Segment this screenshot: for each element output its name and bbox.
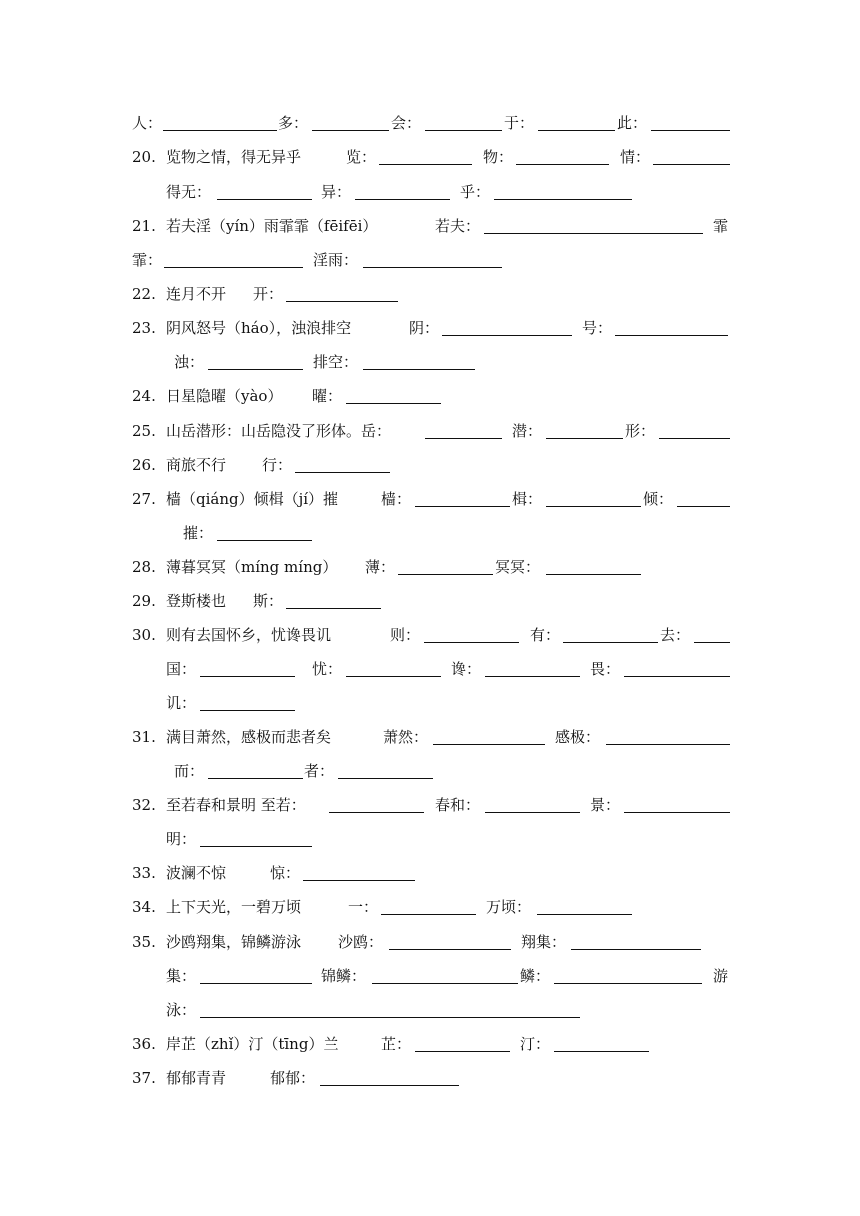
worksheet-line (0, 454, 860, 476)
line-text: 阴： (409, 319, 440, 337)
line-text: 倾： (643, 490, 674, 508)
answer-blank[interactable] (554, 1033, 649, 1052)
line-text: 28. (132, 558, 156, 576)
answer-blank[interactable] (415, 488, 510, 507)
answer-blank[interactable] (286, 590, 381, 609)
answer-blank[interactable] (363, 351, 475, 370)
answer-blank[interactable] (624, 794, 730, 813)
answer-blank[interactable] (694, 624, 730, 643)
line-text: 薄： (365, 558, 396, 576)
answer-blank[interactable] (200, 692, 295, 711)
worksheet-line (0, 624, 860, 646)
line-text: 锦鳞： (321, 967, 367, 985)
worksheet-line (0, 896, 860, 918)
worksheet-line (0, 488, 860, 510)
answer-blank[interactable] (624, 658, 730, 677)
line-text: 则： (390, 626, 421, 644)
line-text: 樯： (381, 490, 412, 508)
worksheet-line (0, 249, 860, 271)
answer-blank[interactable] (379, 146, 472, 165)
line-text: 楫： (512, 490, 543, 508)
line-text: 27. (132, 490, 156, 508)
line-text: 斯： (253, 592, 284, 610)
worksheet-line (0, 146, 860, 168)
worksheet-line (0, 317, 860, 339)
answer-blank[interactable] (372, 965, 518, 984)
worksheet-line (0, 112, 860, 134)
line-text: 多： (278, 114, 309, 132)
answer-blank[interactable] (200, 999, 580, 1018)
answer-blank[interactable] (208, 351, 303, 370)
answer-blank[interactable] (563, 624, 658, 643)
worksheet-line (0, 1067, 860, 1089)
line-text: 鳞： (520, 967, 551, 985)
line-text: 曜： (312, 387, 343, 405)
line-text: 满目萧然，感极而悲者矣 (166, 728, 332, 746)
answer-blank[interactable] (494, 181, 632, 200)
line-text: 汀： (520, 1035, 551, 1053)
answer-blank[interactable] (442, 317, 572, 336)
answer-blank[interactable] (546, 556, 641, 575)
line-text: 37. (132, 1069, 156, 1087)
line-text: 沙鸥翔集，锦鳞游泳 (166, 933, 302, 951)
line-text: 浊： (174, 353, 205, 371)
line-text: 会： (391, 114, 422, 132)
line-text: 连月不开 (166, 285, 227, 303)
line-text: 霏 (713, 217, 729, 235)
line-text: 樯（qiáng）倾楫（jí）摧 (166, 490, 339, 508)
answer-blank[interactable] (355, 181, 450, 200)
line-text: 览物之情，得无异乎 (166, 148, 302, 166)
line-text: 忧： (312, 660, 343, 678)
answer-blank[interactable] (208, 760, 303, 779)
line-text: 24. (132, 387, 156, 405)
line-text: 薄暮冥冥（míng míng） (166, 558, 338, 576)
answer-blank[interactable] (651, 112, 730, 131)
line-text: 山岳潜形：山岳隐没了形体。岳： (166, 422, 392, 440)
line-text: 而： (174, 762, 205, 780)
answer-blank[interactable] (217, 522, 312, 541)
line-text: 霏： (132, 251, 163, 269)
line-text: 登斯楼也 (166, 592, 227, 610)
answer-blank[interactable] (537, 896, 632, 915)
line-text: 21. (132, 217, 156, 235)
line-text: 者： (304, 762, 335, 780)
answer-blank[interactable] (312, 112, 389, 131)
worksheet-line (0, 215, 860, 237)
line-text: 芷： (381, 1035, 412, 1053)
line-text: 25. (132, 422, 156, 440)
answer-blank[interactable] (485, 794, 580, 813)
line-text: 形： (625, 422, 656, 440)
line-text: 感极： (555, 728, 601, 746)
line-text: 若夫淫（yín）雨霏霏（fēifēi） (166, 217, 378, 235)
answer-blank[interactable] (554, 965, 702, 984)
answer-blank[interactable] (653, 146, 730, 165)
line-text: 郁郁青青 (166, 1069, 227, 1087)
line-text: 上下天光，一碧万顷 (166, 898, 302, 916)
line-text: 20. (132, 148, 156, 166)
worksheet-line (0, 385, 860, 407)
line-text: 谗： (451, 660, 482, 678)
line-text: 情： (620, 148, 651, 166)
answer-blank[interactable] (546, 420, 623, 439)
line-text: 33. (132, 864, 156, 882)
line-text: 31. (132, 728, 156, 746)
line-text: 30. (132, 626, 156, 644)
line-text: 人： (132, 114, 163, 132)
line-text: 萧然： (383, 728, 429, 746)
line-text: 览： (346, 148, 377, 166)
line-text: 排空： (313, 353, 359, 371)
answer-blank[interactable] (546, 488, 641, 507)
worksheet-line (0, 692, 860, 714)
line-text: 景： (590, 796, 621, 814)
answer-blank[interactable] (398, 556, 493, 575)
answer-blank[interactable] (363, 249, 502, 268)
answer-blank[interactable] (484, 215, 703, 234)
worksheet-line (0, 181, 860, 203)
line-text: 行： (262, 456, 293, 474)
worksheet-line (0, 794, 860, 816)
answer-blank[interactable] (200, 658, 295, 677)
answer-blank[interactable] (329, 794, 424, 813)
worksheet-line (0, 420, 860, 442)
answer-blank[interactable] (295, 454, 390, 473)
line-text: 若夫： (435, 217, 481, 235)
answer-blank[interactable] (303, 862, 415, 881)
line-text: 于： (504, 114, 535, 132)
line-text: 23. (132, 319, 156, 337)
answer-blank[interactable] (381, 896, 476, 915)
line-text: 则有去国怀乡，忧谗畏讥 (166, 626, 332, 644)
line-text: 郁郁： (270, 1069, 316, 1087)
line-text: 异： (321, 183, 352, 201)
worksheet-line (0, 828, 860, 850)
worksheet-line (0, 590, 860, 612)
answer-blank[interactable] (433, 726, 545, 745)
line-text: 有： (530, 626, 561, 644)
answer-blank[interactable] (615, 317, 728, 336)
line-text: 得无： (166, 183, 212, 201)
line-text: 日星隐曜（yào） (166, 387, 283, 405)
worksheet-line (0, 351, 860, 373)
answer-blank[interactable] (164, 249, 303, 268)
line-text: 游 (713, 967, 729, 985)
worksheet-line (0, 658, 860, 680)
answer-blank[interactable] (516, 146, 609, 165)
line-text: 此： (617, 114, 648, 132)
line-text: 去： (660, 626, 691, 644)
line-text: 物： (483, 148, 514, 166)
answer-blank[interactable] (424, 624, 519, 643)
answer-blank[interactable] (538, 112, 615, 131)
answer-blank[interactable] (425, 112, 502, 131)
worksheet-line (0, 522, 860, 544)
line-text: 沙鸥： (338, 933, 384, 951)
line-text: 泳： (166, 1001, 197, 1019)
answer-blank[interactable] (200, 828, 312, 847)
line-text: 26. (132, 456, 156, 474)
line-text: 摧： (183, 524, 214, 542)
line-text: 32. (132, 796, 156, 814)
line-text: 冥冥： (495, 558, 541, 576)
line-text: 36. (132, 1035, 156, 1053)
line-text: 岸芷（zhǐ）汀（tīng）兰 (166, 1035, 339, 1053)
worksheet-line (0, 726, 860, 748)
line-text: 号： (582, 319, 613, 337)
line-text: 集： (166, 967, 197, 985)
answer-blank[interactable] (320, 1067, 459, 1086)
line-text: 乎： (460, 183, 491, 201)
answer-blank[interactable] (389, 931, 511, 950)
answer-blank[interactable] (415, 1033, 510, 1052)
answer-blank[interactable] (338, 760, 433, 779)
line-text: 阴风怒号（háo），浊浪排空 (166, 319, 352, 337)
line-text: 22. (132, 285, 156, 303)
line-text: 商旅不行 (166, 456, 227, 474)
line-text: 春和： (435, 796, 481, 814)
answer-blank[interactable] (200, 965, 312, 984)
line-text: 34. (132, 898, 156, 916)
line-text: 淫雨： (313, 251, 359, 269)
line-text: 开： (253, 285, 284, 303)
line-text: 潜： (512, 422, 543, 440)
worksheet-line (0, 999, 860, 1021)
worksheet-line (0, 1033, 860, 1055)
line-text: 讥： (166, 694, 197, 712)
answer-blank[interactable] (425, 420, 502, 439)
answer-blank[interactable] (346, 658, 441, 677)
line-text: 惊： (270, 864, 301, 882)
answer-blank[interactable] (659, 420, 730, 439)
answer-blank[interactable] (217, 181, 312, 200)
line-text: 至若春和景明 至若： (166, 796, 306, 814)
line-text: 明： (166, 830, 197, 848)
worksheet-line (0, 965, 860, 987)
line-text: 波澜不惊 (166, 864, 227, 882)
line-text: 万顷： (486, 898, 532, 916)
line-text: 29. (132, 592, 156, 610)
answer-blank[interactable] (346, 385, 441, 404)
line-text: 畏： (590, 660, 621, 678)
answer-blank[interactable] (286, 283, 398, 302)
answer-blank[interactable] (485, 658, 580, 677)
worksheet-line (0, 283, 860, 305)
worksheet-line (0, 556, 860, 578)
worksheet-line (0, 931, 860, 953)
line-text: 翔集： (521, 933, 567, 951)
line-text: 一： (348, 898, 379, 916)
answer-blank[interactable] (571, 931, 701, 950)
answer-blank[interactable] (677, 488, 730, 507)
answer-blank[interactable] (163, 112, 277, 131)
line-text: 35. (132, 933, 156, 951)
answer-blank[interactable] (606, 726, 730, 745)
worksheet-line (0, 760, 860, 782)
worksheet-line (0, 862, 860, 884)
line-text: 国： (166, 660, 197, 678)
